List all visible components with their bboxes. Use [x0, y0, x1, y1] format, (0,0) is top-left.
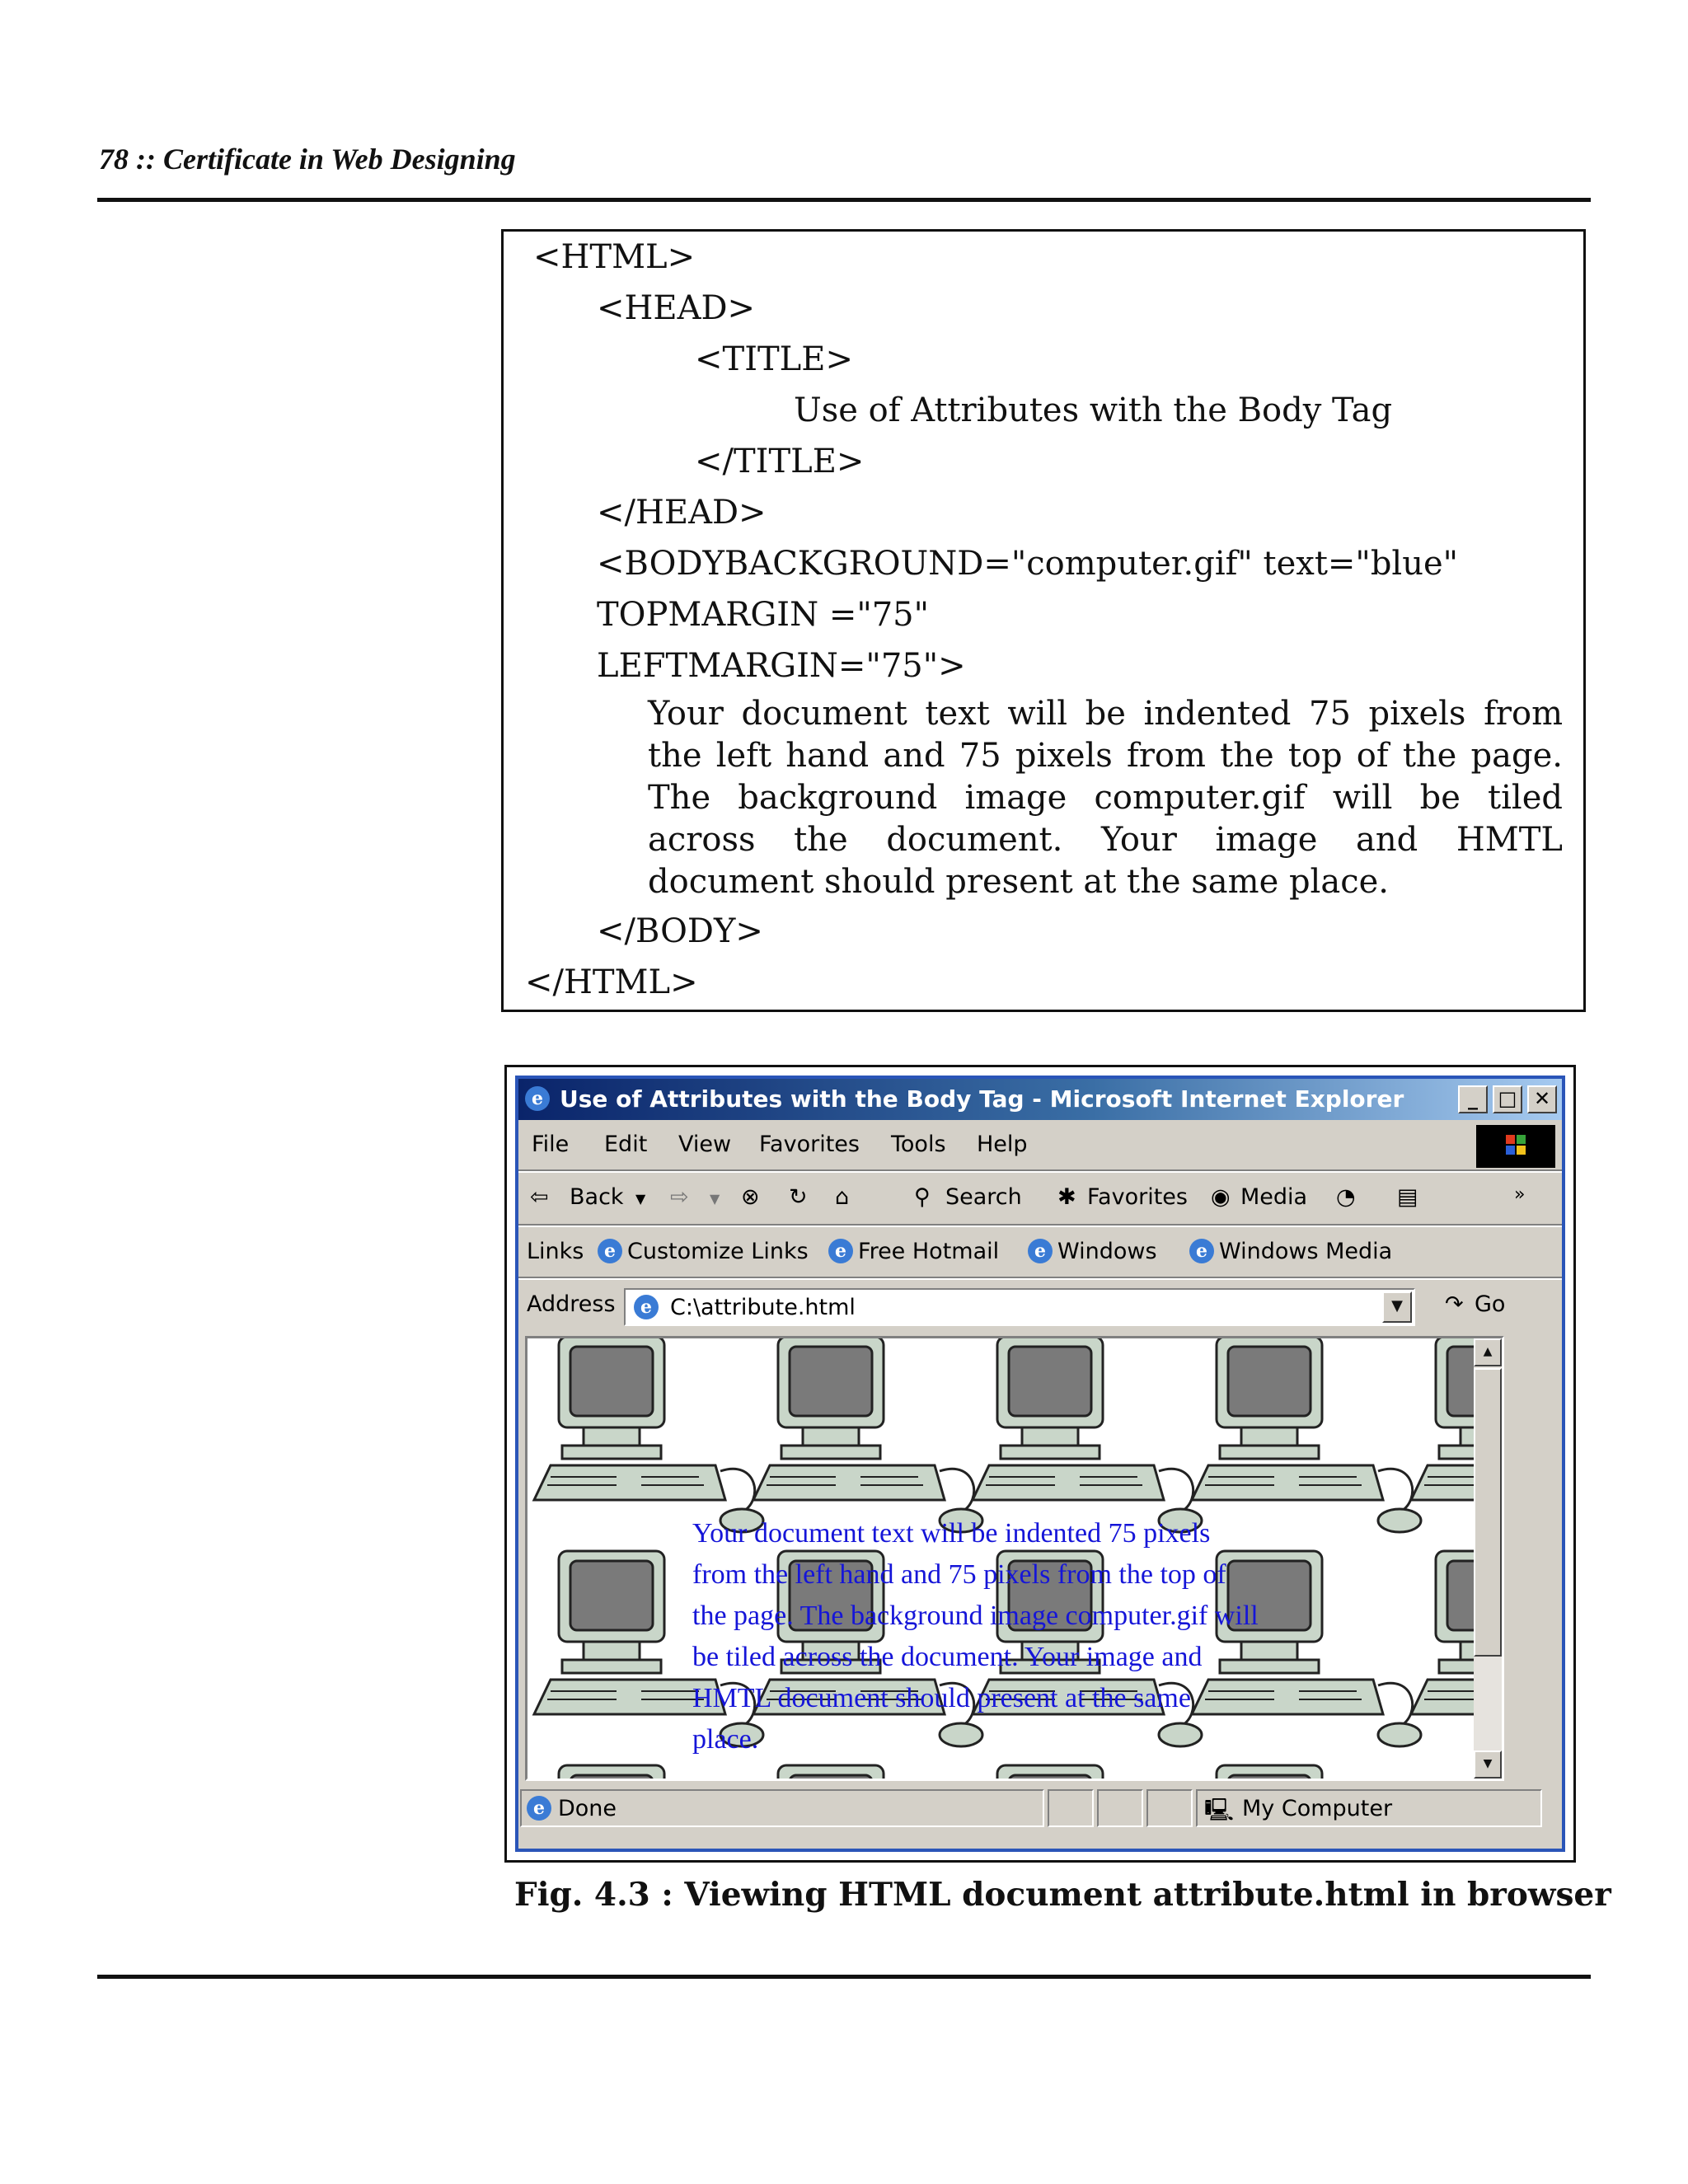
address-value: C:\attribute.html	[670, 1295, 856, 1320]
status-zone-panel	[1196, 1789, 1542, 1827]
status-main-panel	[520, 1789, 1044, 1827]
menu-file[interactable]: File	[532, 1132, 570, 1157]
page-text-line: Your document text will be indented 75 pixels	[692, 1518, 1211, 1549]
address-dropdown-button[interactable]: ▼	[1382, 1291, 1412, 1323]
status-panel	[1146, 1789, 1193, 1827]
link-windows-media[interactable]: Windows Media	[1219, 1239, 1393, 1264]
code-line-leftmargin: LEFTMARGIN="75">	[597, 647, 966, 685]
menu-help[interactable]: Help	[977, 1132, 1028, 1157]
links-bar	[518, 1227, 1562, 1275]
code-line-title-text: Use of Attributes with the Body Tag	[794, 391, 1393, 429]
page-content-area[interactable]	[525, 1336, 1504, 1781]
ie-link-icon: e	[1189, 1239, 1214, 1263]
menu-view[interactable]: View	[678, 1132, 732, 1157]
address-label: Address	[527, 1291, 616, 1317]
title-bar[interactable]	[518, 1079, 1562, 1120]
code-line-body-close: </BODY>	[597, 912, 763, 950]
page-text-line: from the left hand and 75 pixels from the top of	[692, 1559, 1226, 1590]
home-icon[interactable]: ⌂	[835, 1184, 850, 1210]
back-button[interactable]: Back	[570, 1184, 624, 1210]
status-panel	[1097, 1789, 1143, 1827]
standard-toolbar	[518, 1173, 1562, 1224]
code-line-head-open: <HEAD>	[597, 289, 756, 327]
page-body-text	[692, 1513, 1385, 1760]
refresh-icon[interactable]: ↻	[789, 1184, 808, 1210]
close-button[interactable]: ✕	[1527, 1085, 1557, 1113]
code-line-title-open: <TITLE>	[695, 340, 853, 378]
computer-icon: 🖳	[1204, 1797, 1235, 1823]
history-icon[interactable]: ◔	[1336, 1184, 1356, 1210]
minimize-button[interactable]: _	[1458, 1085, 1488, 1113]
link-free-hotmail[interactable]: Free Hotmail	[858, 1239, 1000, 1264]
ie-link-icon: e	[828, 1239, 853, 1263]
status-done: Done	[558, 1796, 617, 1821]
scroll-thumb[interactable]	[1474, 1368, 1502, 1657]
media-button[interactable]: Media	[1240, 1184, 1308, 1210]
window-title: Use of Attributes with the Body Tag - Microsoft Internet Explorer	[560, 1085, 1404, 1113]
mail-icon[interactable]: ▤	[1397, 1184, 1418, 1210]
top-rule	[97, 198, 1591, 202]
forward-dropdown-icon[interactable]: ▼	[710, 1191, 720, 1207]
go-button[interactable]: Go	[1475, 1291, 1506, 1317]
figure-frame	[504, 1065, 1576, 1863]
page-text-line: the page. The background image computer.gif will	[692, 1601, 1259, 1631]
code-line-title-close: </TITLE>	[695, 443, 865, 480]
back-arrow-icon[interactable]: ⇦	[530, 1184, 549, 1210]
windows-logo-icon	[1476, 1125, 1555, 1168]
figure-caption: Fig. 4.3 : Viewing HTML document attribute.html in browser	[514, 1876, 1611, 1914]
code-line-body-open: <BODYBACKGROUND="computer.gif" text="blue"	[597, 545, 1459, 583]
page-text-line: be tiled across the document. Your image and	[692, 1642, 1203, 1672]
code-line-html-close: </HTML>	[525, 963, 698, 1001]
ie-link-icon: e	[1028, 1239, 1053, 1263]
media-icon[interactable]: ◉	[1211, 1184, 1231, 1210]
menu-tools[interactable]: Tools	[891, 1132, 946, 1157]
scroll-down-button[interactable]: ▼	[1474, 1750, 1502, 1779]
forward-arrow-icon[interactable]: ⇨	[670, 1184, 689, 1210]
ie-logo-icon: e	[525, 1086, 550, 1111]
vertical-scrollbar[interactable]	[1474, 1338, 1502, 1779]
status-bar	[518, 1786, 1562, 1849]
page-text-line: place.	[692, 1724, 759, 1755]
link-customize-links[interactable]: Customize Links	[627, 1239, 809, 1264]
status-zone: My Computer	[1242, 1796, 1393, 1821]
link-windows[interactable]: Windows	[1057, 1239, 1157, 1264]
menu-edit[interactable]: Edit	[604, 1132, 648, 1157]
code-line-html-open: <HTML>	[533, 238, 696, 276]
status-panel	[1048, 1789, 1094, 1827]
address-bar	[518, 1280, 1562, 1331]
address-input[interactable]	[624, 1288, 1415, 1326]
back-dropdown-icon[interactable]: ▼	[635, 1191, 646, 1207]
code-body-paragraph: Your document text will be indented 75 pixels from the left hand and 75 pixels from the top of the page. The background image computer.gif will be tiled across the document. Your image and HMTL document should present at the same place.	[648, 695, 1563, 901]
menu-bar	[518, 1122, 1562, 1169]
search-icon[interactable]: ⚲	[914, 1184, 931, 1210]
go-arrow-icon[interactable]: ↷	[1445, 1291, 1464, 1317]
ie-status-icon: e	[527, 1796, 551, 1821]
links-label: Links	[527, 1239, 584, 1264]
favorites-button[interactable]: Favorites	[1087, 1184, 1188, 1210]
toolbar-overflow-icon[interactable]: »	[1514, 1184, 1526, 1205]
bottom-rule	[97, 1975, 1591, 1979]
code-line-head-close: </HEAD>	[597, 494, 767, 532]
ie-window	[515, 1076, 1565, 1852]
favorites-star-icon[interactable]: ✱	[1057, 1184, 1076, 1210]
running-head: 78 :: Certificate in Web Designing	[99, 143, 516, 176]
page-text-line: HMTL document should present at the same	[692, 1683, 1191, 1713]
scroll-up-button[interactable]: ▲	[1474, 1338, 1502, 1366]
maximize-button[interactable]: □	[1493, 1085, 1522, 1113]
code-line-topmargin: TOPMARGIN ="75"	[597, 596, 930, 634]
ie-link-icon: e	[598, 1239, 622, 1263]
code-listing-box	[501, 229, 1586, 1012]
page-icon: e	[634, 1295, 659, 1319]
stop-icon[interactable]: ⊗	[741, 1184, 760, 1210]
search-button[interactable]: Search	[945, 1184, 1022, 1210]
menu-favorites[interactable]: Favorites	[759, 1132, 860, 1157]
